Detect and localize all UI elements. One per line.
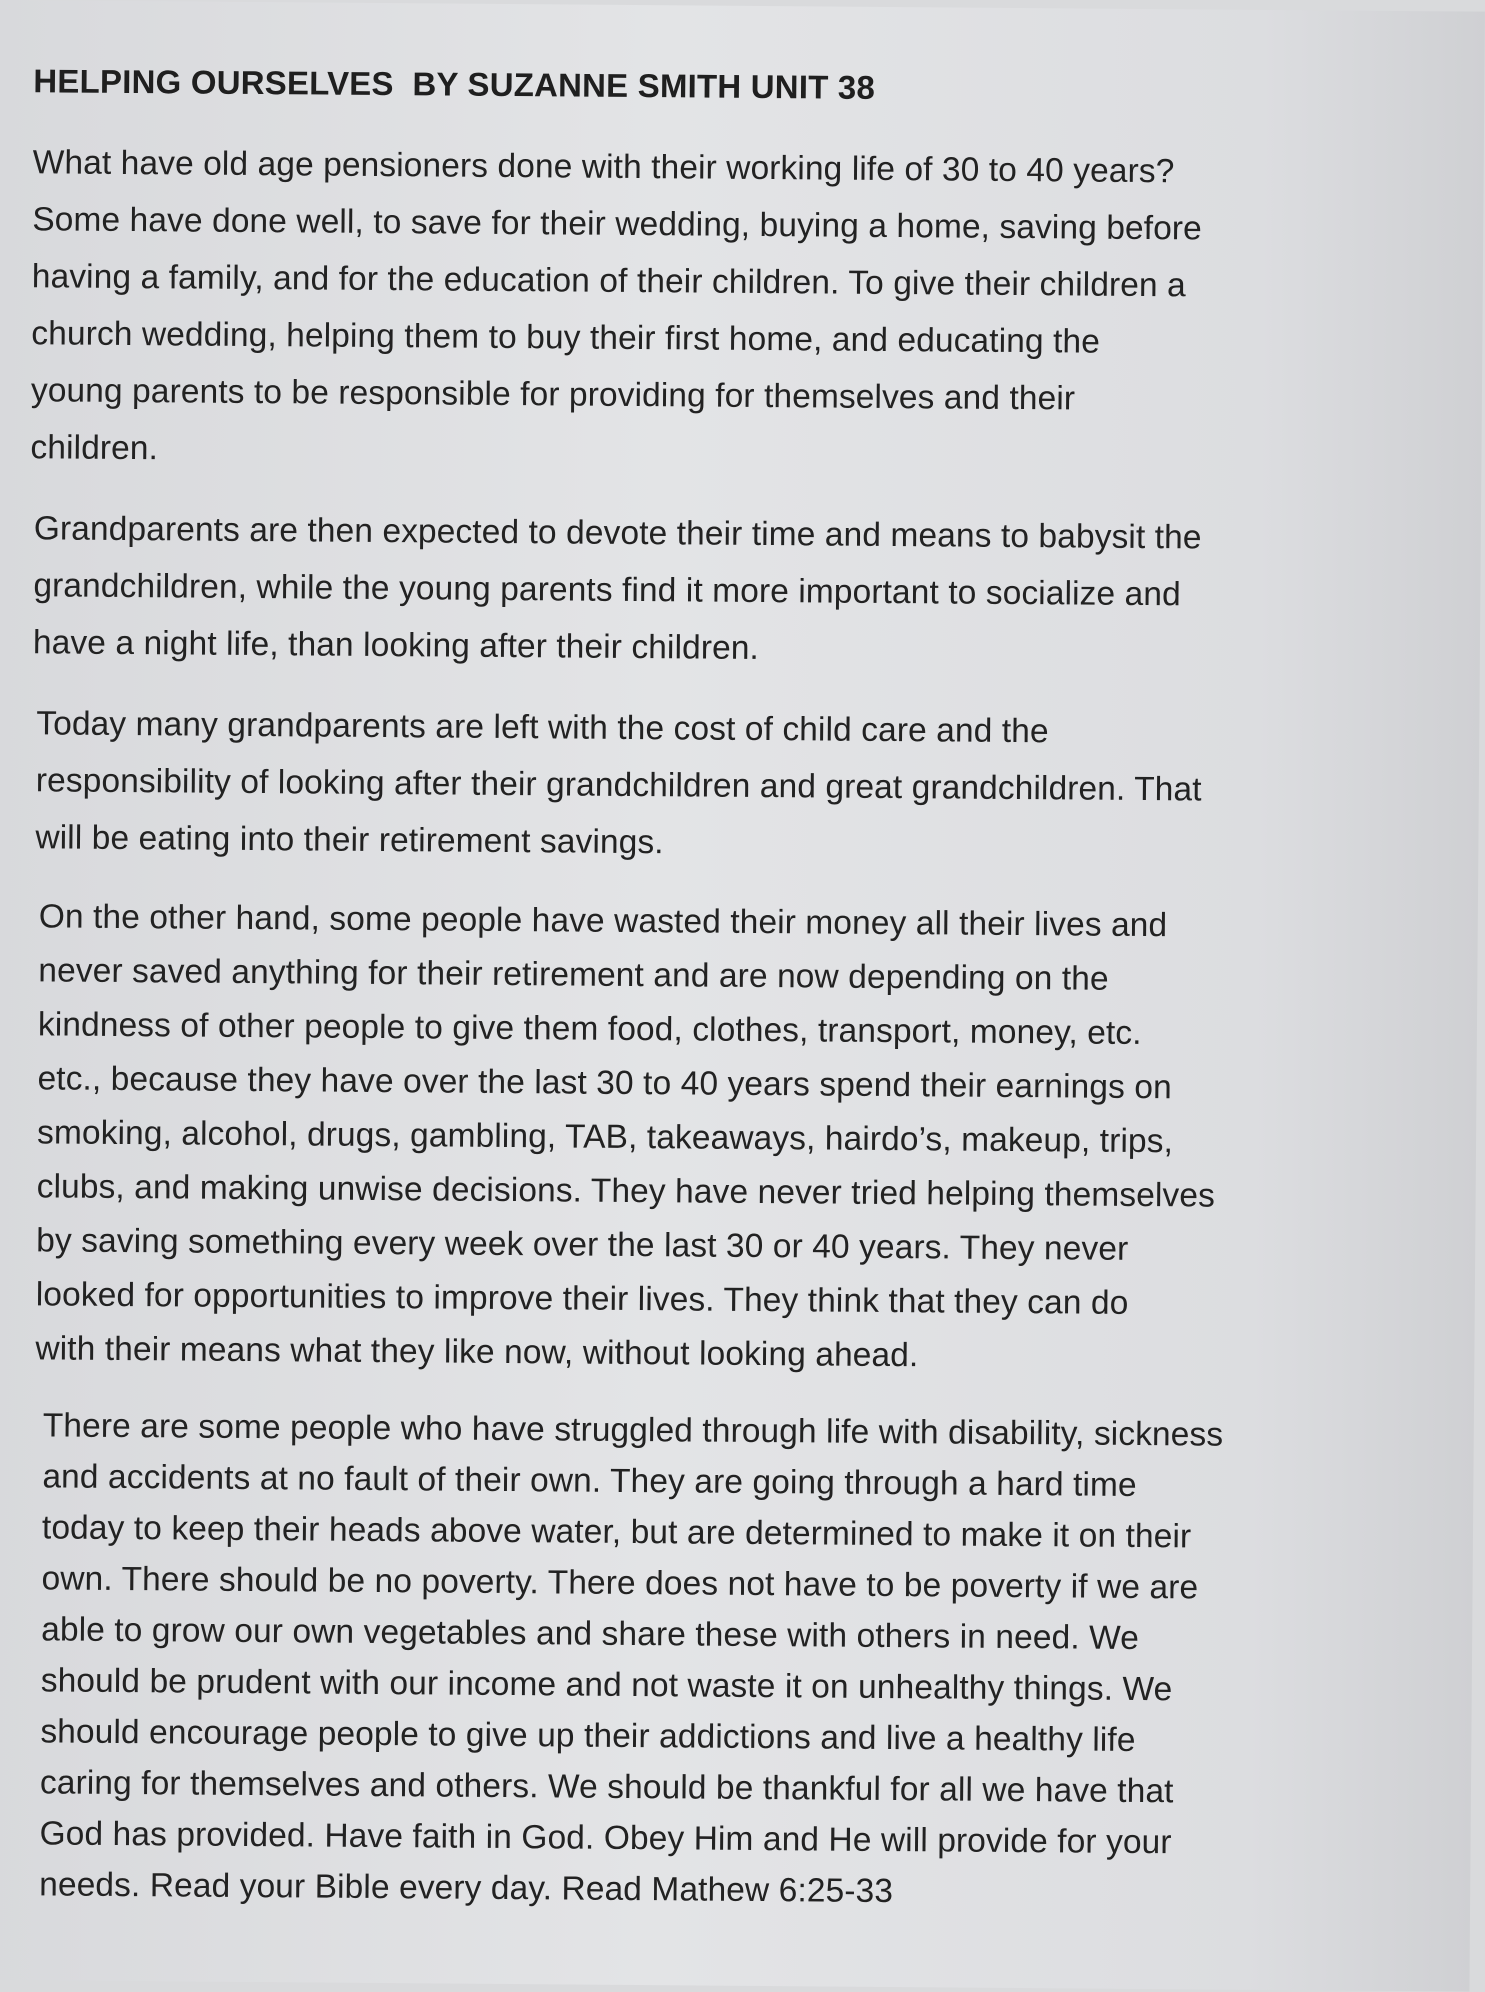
- paragraph-line: able to grow our own vegetables and share these with others in need. We: [41, 1611, 1140, 1657]
- paragraph-line: caring for themselves and others. We should be thankful for all we have that: [39, 1764, 1174, 1811]
- paragraph-line: and accidents at no fault of their own. They are going through a hard time: [42, 1458, 1137, 1504]
- paragraph-line: smoking, alcohol, drugs, gambling, TAB, takeaways, hairdo’s, makeup, trips,: [36, 1114, 1174, 1161]
- paragraph-line: looked for opportunities to improve their lives. They think that they can do: [35, 1276, 1129, 1322]
- paragraph-4: [23, 890, 1328, 1386]
- paragraph-line: young parents to be responsible for providing for themselves and their: [30, 372, 1076, 418]
- paragraph-line: God has provided. Have faith in God. Obey Him and He will provide for your: [39, 1815, 1172, 1862]
- paragraph-line: today to keep their heads above water, but are determined to make it on their: [41, 1509, 1192, 1556]
- paragraph-line: should be prudent with our income and not waste it on unhealthy things. We: [40, 1662, 1173, 1709]
- paragraph-line: own. There should be no poverty. There does not have to be poverty if we are: [41, 1560, 1199, 1607]
- paragraph-line: having a family, and for the education of their children. To give their children a: [31, 258, 1187, 305]
- paragraph-line: Today many grandparents are left with the cost of child care and the: [36, 705, 1049, 751]
- paragraph-line: needs. Read your Bible every day. Read Mathew 6:25-33: [39, 1866, 894, 1911]
- paragraph-line: etc., because they have over the last 30 to 40 years spend their earnings on: [37, 1060, 1172, 1107]
- document-title: HELPING OURSELVES BY SUZANNE SMITH UNIT 38: [33, 62, 876, 106]
- paragraph-line: church wedding, helping them to buy their first home, and educating the: [31, 315, 1101, 361]
- paragraph-3: [27, 695, 1329, 876]
- paragraph-2: [29, 500, 1331, 681]
- paragraph-line: kindness of other people to give them food, clothes, transport, money, etc.: [37, 1006, 1142, 1052]
- paragraph-line: clubs, and making unwise decisions. They have never tried helping themselves: [36, 1168, 1216, 1215]
- paragraph-line: by saving something every week over the last 30 or 40 years. They never: [36, 1222, 1129, 1268]
- paragraph-line: should encourage people to give up their addictions and live a healthy life: [40, 1713, 1136, 1759]
- paragraph-line: have a night life, than looking after their children.: [32, 624, 760, 667]
- paragraph-line: On the other hand, some people have wasted their money all their lives and: [38, 898, 1168, 945]
- paragraph-line: never saved anything for their retirement and are now depending on the: [38, 952, 1109, 998]
- paragraph-line: What have old age pensioners done with their working life of 30 to 40 years?: [32, 144, 1175, 191]
- paragraph-line: children.: [30, 429, 159, 468]
- paragraph-line: will be eating into their retirement savings.: [35, 819, 664, 862]
- paragraph-line: grandchildren, while the young parents find it more important to socialize and: [33, 567, 1181, 614]
- paragraph-line: Grandparents are then expected to devote their time and means to babysit the: [33, 510, 1202, 557]
- paragraph-line: with their means what they like now, without looking ahead.: [35, 1330, 919, 1375]
- paragraph-5: [19, 1400, 1324, 1920]
- paragraph-line: There are some people who have struggled through life with disability, sickness: [42, 1407, 1224, 1454]
- paragraph-line: responsibility of looking after their grandchildren and great grandchildren. That: [35, 762, 1202, 809]
- paragraph-line: Some have done well, to save for their wedding, buying a home, saving before: [32, 201, 1203, 248]
- paragraph-1: [30, 134, 1334, 486]
